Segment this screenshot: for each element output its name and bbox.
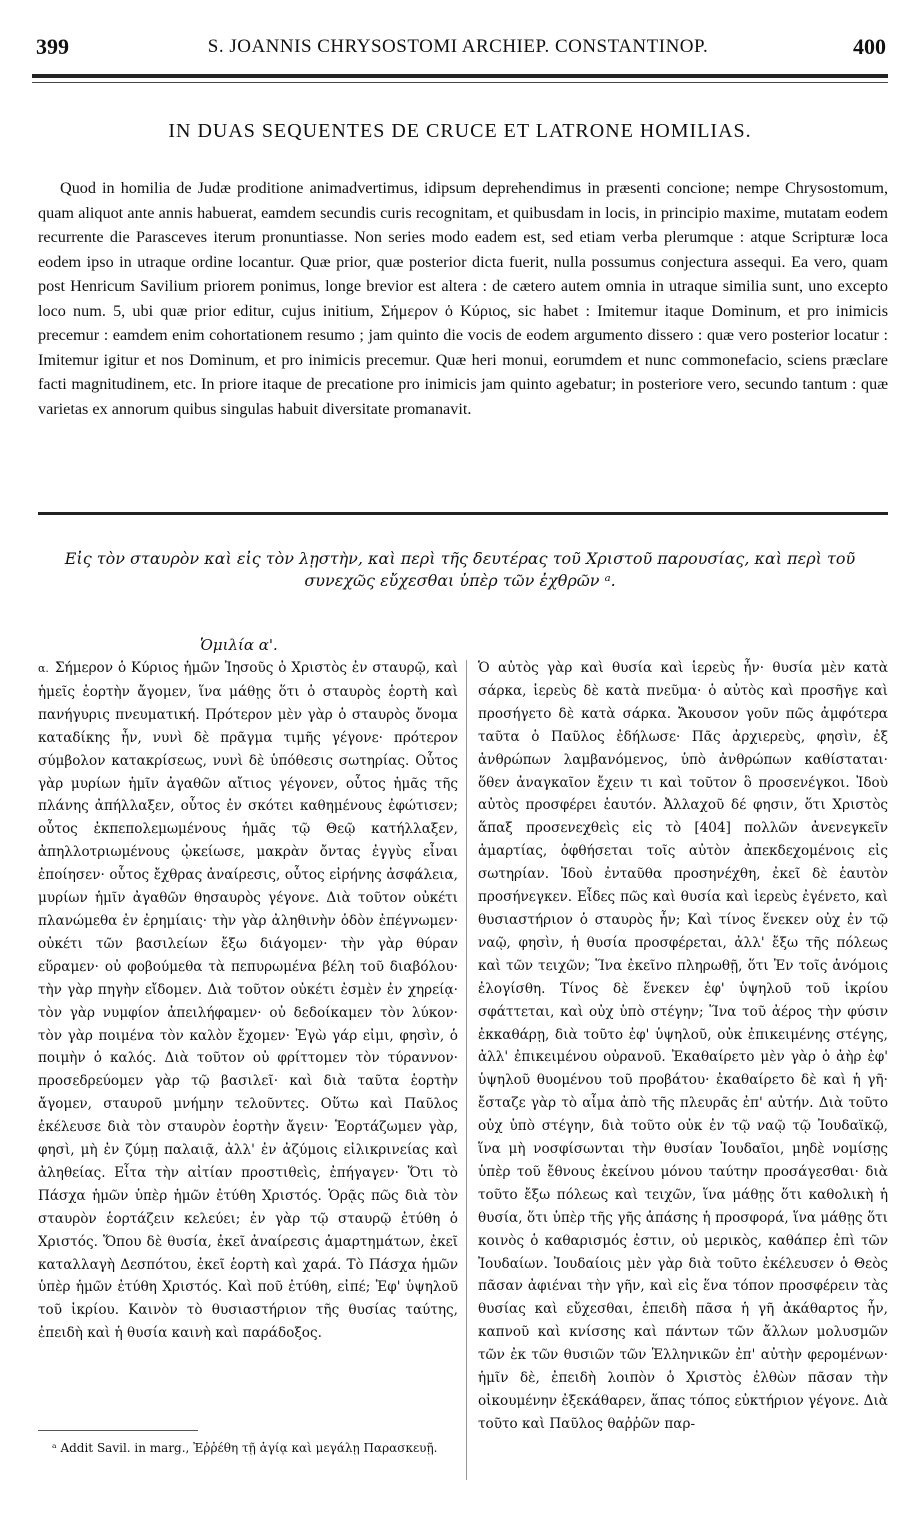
section-mark: α. — [38, 662, 49, 675]
section-title: IN DUAS SEQUENTES DE CRUCE ET LATRONE HOMILIAS. — [168, 120, 752, 142]
latin-introduction — [38, 176, 888, 421]
greek-homily-title: Εἰς τὸν σταυρὸν καὶ εἰς τὸν λῃστὴν, καὶ περὶ τῆς δευτέρας τοῦ Χριστοῦ παρουσίας, καὶ περὶ τοῦ συνεχῶς εὔχεσθαι ὑπὲρ τῶν ἐχθρῶν ᵃ. — [64, 549, 856, 590]
homily-label: Ὁμιλία α'. — [200, 636, 278, 654]
column-divider — [466, 660, 467, 1480]
footnote-rule — [38, 1430, 198, 1431]
intro-paragraph: Quod in homilia de Judæ proditione animadvertimus, idipsum deprehendimus in præsenti concione; nempe Chrysostomum, quam aliquot ante annis habuerat, eamdem secundis curis recognitam, et quibusdam in locis, in principio maxime, mutatam eodem recurrente die Parasceves iterum pronuntiasse. Non series modo eadem est, sed etiam verba plerumque : atque Scripturæ loca eodem ipso in utraque ordine locantur. Quæ prior, quæ posterior dicta fuerit, nulla possumus conjectura assequi. Ea vero, quam post Henricum Savilium priorem ponimus, longe brevior est altera : de cætero autem omnia in utraque similia sunt, uno excepto loco num. 5, ubi quæ prior editur, cujus initium, Σήμερον ὁ Κύριος, sic habet : Imitemur itaque Dominum, et pro inimicis precemur : eamdem enim cohortationem resumo ; jam quinto die vocis de eodem argumento dissero : quæ vero posterior locatur : Imitemur igitur et nos Dominum, et pro inimicis precemur. Quæ heri monui, eorumdem et nunc commonefacio, sciens præclare facti magnitudinem, etc. In priore itaque de precatione pro inimicis jam quinto agebatur; in posteriore vero, secundo tantum : quæ varietas ex annorum quibus singulas habuit diversitate promanavit. — [38, 179, 888, 418]
page-number-left: 399 — [36, 34, 69, 59]
page-number-right: 400 — [853, 34, 886, 59]
right-column-text: Ὁ αὐτὸς γὰρ καὶ θυσία καὶ ἱερεὺς ἦν· θυσία μὲν κατὰ σάρκα, ἱερεὺς δὲ κατὰ πνεῦμα· ὁ αὐτὸς καὶ προσῆγε καὶ προσήγετο δὲ κατὰ σάρκα. Ἄκουσον γοῦν πῶς ἀμφότερα ταῦτα ὁ Παῦλος ἐδήλωσε· Πᾶς ἀρχιερεὺς, φησὶν, ἐξ ἀνθρώπων λαμβανόμενος, ὑπὸ ἀνθρώπων καθίσταται· ὅθεν ἀναγκαῖον ἔχειν τι καὶ τοῦτον ὃ προσενέγκοι. Ἰδοὺ αὐτὸς προσφέρει ἑαυτόν. Ἀλλαχοῦ δέ φησιν, ὅτι Χριστὸς ἅπαξ προσενεχθεὶς εἰς τὸ [404] πολλῶν ἀνενεγκεῖν ἁμαρτίας, ὀφθήσεται τοῖς αὐτὸν ἀπεκδεχομένοις εἰς σωτηρίαν. Ἰδοὺ ἐνταῦθα προσηνέχθη, ἐκεῖ δὲ ἑαυτὸν προσήνεγκεν. Εἶδες πῶς καὶ θυσία καὶ ἱερεὺς ἐγένετο, καὶ θυσιαστήριον ὁ σταυρὸς ἦν; Καὶ τίνος ἕνεκεν οὐχ ἐν τῷ ναῷ, φησὶν, ἡ θυσία προσφέρεται, ἀλλ' ἔξω τῆς πόλεως καὶ τῶν τειχῶν; Ἵνα ἐκεῖνο πληρωθῇ, ὅτι Ἐν τοῖς ἀνόμοις ἐλογίσθη. Τίνος δὲ ἕνεκεν ἐφ' ὑψηλοῦ τοῦ ἰκρίου σφάττεται, καὶ οὐχ ὑπὸ στέγην; Ἵνα τοῦ ἀέρος τὴν φύσιν ἐκκαθάρῃ, διὰ τοῦτο ἐφ' ὑψηλοῦ, οὐκ ἐπικειμένης στέγης, ἀλλ' ἐπικειμένου οὐρανοῦ. Ἐκαθαίρετο μὲν γὰρ ὁ ἀὴρ ἐφ' ὑψηλοῦ θυομένου τοῦ προβάτου· ἐκαθαίρετο δὲ καὶ ἡ γῆ· ἔσταζε γὰρ τὸ αἷμα ἀπὸ τῆς πλευρᾶς ἐπ' αὐτήν. Διὰ τοῦτο οὐχ ὑπὸ στέγην, διὰ τοῦτο οὐκ ἐν τῷ ναῷ τῷ Ἰουδαϊκῷ, ἵνα μὴ νοσφίσωνται τὴν θυσίαν Ἰουδαῖοι, μηδὲ νομίσῃς ὑπὲρ τοῦ ἔθνους ἐκείνου μόνου ταύτην προσάγεσθαι· διὰ τοῦτο ἔξω πόλεως καὶ τειχῶν, ἵνα μάθῃς ὅτι καθολικὴ ἡ θυσία, ὅτι ὑπὲρ τῆς γῆς ἁπάσης ἡ προσφορά, ἵνα μάθῃς ὅτι κοινὸς ὁ καθαρισμός ἐστιν, οὐ μερικὸς, καθάπερ ἐπὶ τῶν Ἰουδαίων. Ἰουδαίοις μὲν γὰρ διὰ τοῦτο ἐκέλευσεν ὁ Θεὸς πᾶσαν ἀφιέναι τὴν γῆν, καὶ εἰς ἕνα τόπον προσφέρειν τὰς θυσίας καὶ εὔχεσθαι, ἐπειδὴ πᾶσα ἡ γῆ ἀκάθαρτος ἦν, καπνοῦ καὶ κνίσσης καὶ πάντων τῶν ἄλλων μολυσμῶν τῶν ἐκ τῶν θυσιῶν τῶν Ἑλληνικῶν ἐπ' αὐτὴν φερομένων· ἡμῖν δὲ, ἐπειδὴ λοιπὸν ὁ Χριστὸς ἐλθὼν πᾶσαν τὴν οἰκουμένην ἐξεκάθαρεν, ἅπας τόπος εὐκτήριον γέγονε. Διὰ τοῦτο καὶ Παῦλος θαῤῥῶν παρ- — [478, 660, 888, 1432]
greek-text-column-left — [38, 657, 458, 1345]
header-rule-thin — [32, 82, 888, 83]
footnote: ᵃ Addit Savil. in marg., Ἐῤῥέθη τῇ ἁγίᾳ καὶ μεγάλῃ Παρασκευῇ. — [52, 1441, 438, 1455]
greek-text-column-right — [478, 657, 888, 1436]
header-rule-thick — [32, 74, 888, 78]
running-title: S. JOANNIS CHRYSOSTOMI ARCHIEP. CONSTANTINOP. — [207, 36, 709, 57]
section-divider — [38, 512, 888, 515]
left-column-paragraph — [38, 657, 458, 1345]
left-column-text: Σήμερον ὁ Κύριος ἡμῶν Ἰησοῦς ὁ Χριστὸς ἐν σταυρῷ, καὶ ἡμεῖς ἑορτὴν ἄγομεν, ἵνα μάθῃς ὅτι ὁ σταυρὸς ἑορτὴ καὶ πανήγυρις πνευματική. Πρότερον μὲν γὰρ ὁ σταυρὸς ὄνομα καταδίκης ἦν, νυνὶ δὲ πρᾶγμα τιμῆς γέγονε· πρότερον σύμβολον κατακρίσεως, νυνὶ δὲ ὑπόθεσις σωτηρίας. Οὗτος γὰρ μυρίων ἡμῖν ἀγαθῶν αἴτιος γέγονεν, οὗτος ἡμᾶς τῆς πλάνης ἀπήλλαξεν, οὗτος ἐν σκότει καθημένους ἐφώτισεν; οὗτος ἐκπεπολεμωμένους ἡμᾶς τῷ Θεῷ κατήλλαξεν, ἀπηλλοτριωμένους ᾠκείωσε, μακρὰν ὄντας ἐγγὺς εἶναι ἐποίησεν· οὗτος ἔχθρας ἀναίρεσις, οὗτος εἰρήνης ἀσφάλεια, μυρίων ἡμῖν ἀγαθῶν θησαυρὸς γέγονε. Διὰ τοῦτον οὐκέτι πλανώμεθα ἐν ἐρημίαις· τὴν γὰρ ἀληθινὴν ὁδὸν ἐπέγνωμεν· οὐκέτι τῶν βασιλείων ἔξω διάγομεν· τὴν γὰρ θύραν εὕραμεν· οὐ φοβούμεθα τὰ πεπυρωμένα βέλη τοῦ διαβόλου· τὴν γὰρ πηγὴν εἴδομεν. Διὰ τοῦτον οὐκέτι ἐσμὲν ἐν χηρείᾳ· τὸν γὰρ νυμφίον ἀπειλήφαμεν· οὐ δεδοίκαμεν τὸν λύκον· τὸν γὰρ ποιμένα τὸν καλὸν ἔχομεν· Ἐγὼ γάρ εἰμι, φησὶν, ὁ ποιμὴν ὁ καλός. Διὰ τοῦτον οὐ φρίττομεν τὸν τύραννον· προσεδρεύομεν γὰρ τῷ βασιλεῖ· καὶ διὰ ταῦτα ἑορτὴν ἄγομεν, σταυροῦ μνήμην τελοῦντες. Οὕτω καὶ Παῦλος ἐκέλευσε διὰ τὸν σταυρὸν ἑορτὴν ἄγειν· Ἑορτάζωμεν γὰρ, φησὶ, μὴ ἐν ζύμῃ παλαιᾷ, ἀλλ' ἐν ἀζύμοις εἰλικρινείας καὶ ἀληθείας. Εἶτα τὴν αἰτίαν προστιθεὶς, ἐπήγαγεν· Ὅτι τὸ Πάσχα ἡμῶν ὑπὲρ ἡμῶν ἐτύθη Χριστός. Ὁρᾷς πῶς διὰ τὸν σταυρὸν ἑορτάζειν κελεύει; ἐν γὰρ τῷ σταυρῷ ἐτύθη ὁ Χριστός. Ὅπου δὲ θυσία, ἐκεῖ ἀναίρεσις ἁμαρτημάτων, ἐκεῖ καταλλαγὴ Δεσπότου, ἐκεῖ ἑορτὴ καὶ χαρά. Τὸ Πάσχα ἡμῶν ὑπὲρ ἡμῶν ἐτύθη Χριστός. Καὶ ποῦ ἐτύθη, εἰπέ; Ἐφ' ὑψηλοῦ τοῦ ἰκρίου. Καινὸν τὸ θυσιαστήριον τῆς θυσίας ταύτης, ἐπειδὴ καὶ ἡ θυσία καινὴ καὶ παράδοξος. — [38, 660, 458, 1342]
running-head — [30, 30, 886, 66]
